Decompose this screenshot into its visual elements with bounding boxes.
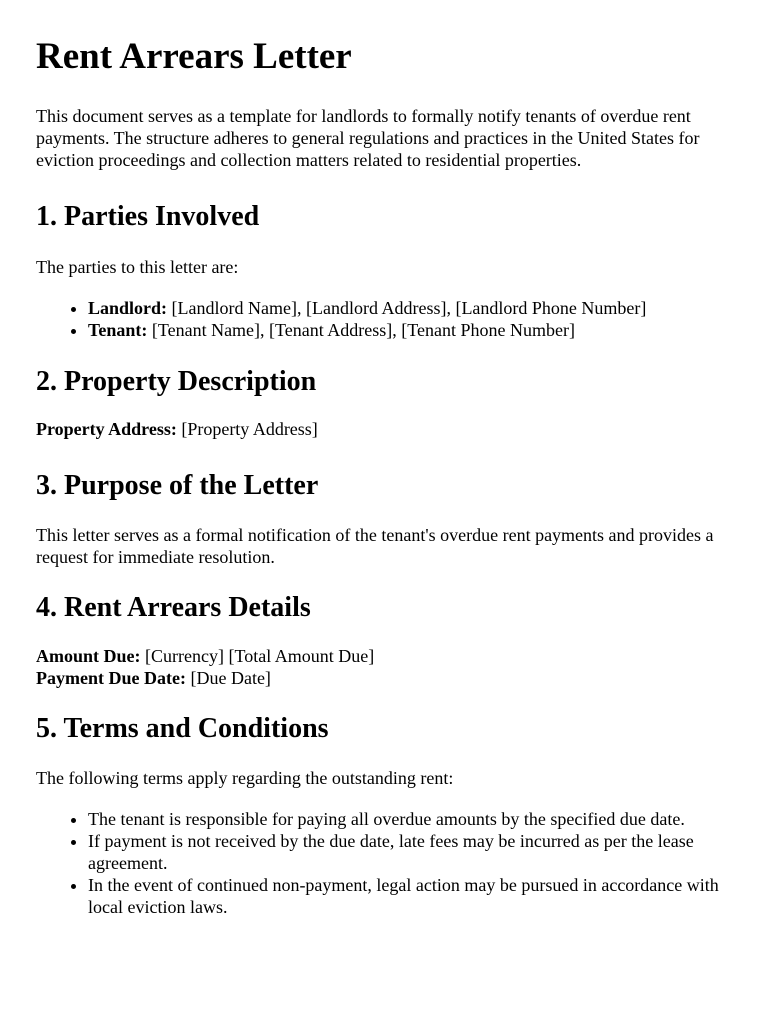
property-address-value: [Property Address] <box>176 419 318 439</box>
list-item: • In the event of continued non-payment, legal action may be pursued in accordance with local eviction laws. <box>88 874 734 918</box>
document-title: Rent Arrears Letter <box>36 36 352 77</box>
parties-list <box>36 297 734 341</box>
due-date-label: Payment Due Date: <box>36 668 186 688</box>
section-heading-purpose: 3. Purpose of the Letter <box>36 470 319 501</box>
section-heading-property: 2. Property Description <box>36 366 317 397</box>
terms-list <box>36 808 734 918</box>
amount-due-value: [Currency] [Total Amount Due] <box>140 646 375 666</box>
property-address-line <box>36 418 734 440</box>
list-item-landlord <box>88 297 734 319</box>
section-heading-terms: 5. Terms and Conditions <box>36 713 329 744</box>
terms-lead: The following terms apply regarding the outstanding rent: <box>36 768 454 788</box>
landlord-label: Landlord: <box>88 298 168 318</box>
tenant-label: Tenant: <box>88 320 148 340</box>
parties-lead: The parties to this letter are: <box>36 257 239 277</box>
section-heading-arrears: 4. Rent Arrears Details <box>36 592 311 623</box>
tenant-value: [Tenant Name], [Tenant Address], [Tenant Phone Number] <box>147 320 575 340</box>
section-heading-parties: 1. Parties Involved <box>36 201 260 232</box>
property-address-label: Property Address: <box>36 419 177 439</box>
arrears-details <box>36 645 734 689</box>
landlord-value: [Landlord Name], [Landlord Address], [Landlord Phone Number] <box>167 298 647 318</box>
list-item: • The tenant is responsible for paying all overdue amounts by the specified due date. <box>88 808 734 830</box>
amount-due-label: Amount Due: <box>36 646 141 666</box>
intro-paragraph: This document serves as a template for landlords to formally notify tenants of overdue rent payments. The structure adheres to general regulations and practices in the United States for eviction proceedings and collection matters related to residential properties. <box>36 106 700 170</box>
due-date-value: [Due Date] <box>185 668 271 688</box>
list-item-tenant <box>88 319 734 341</box>
purpose-paragraph: This letter serves as a formal notification of the tenant's overdue rent payments and provides a request for immediate resolution. <box>36 525 714 567</box>
list-item: • If payment is not received by the due date, late fees may be incurred as per the lease agreement. <box>88 830 734 874</box>
